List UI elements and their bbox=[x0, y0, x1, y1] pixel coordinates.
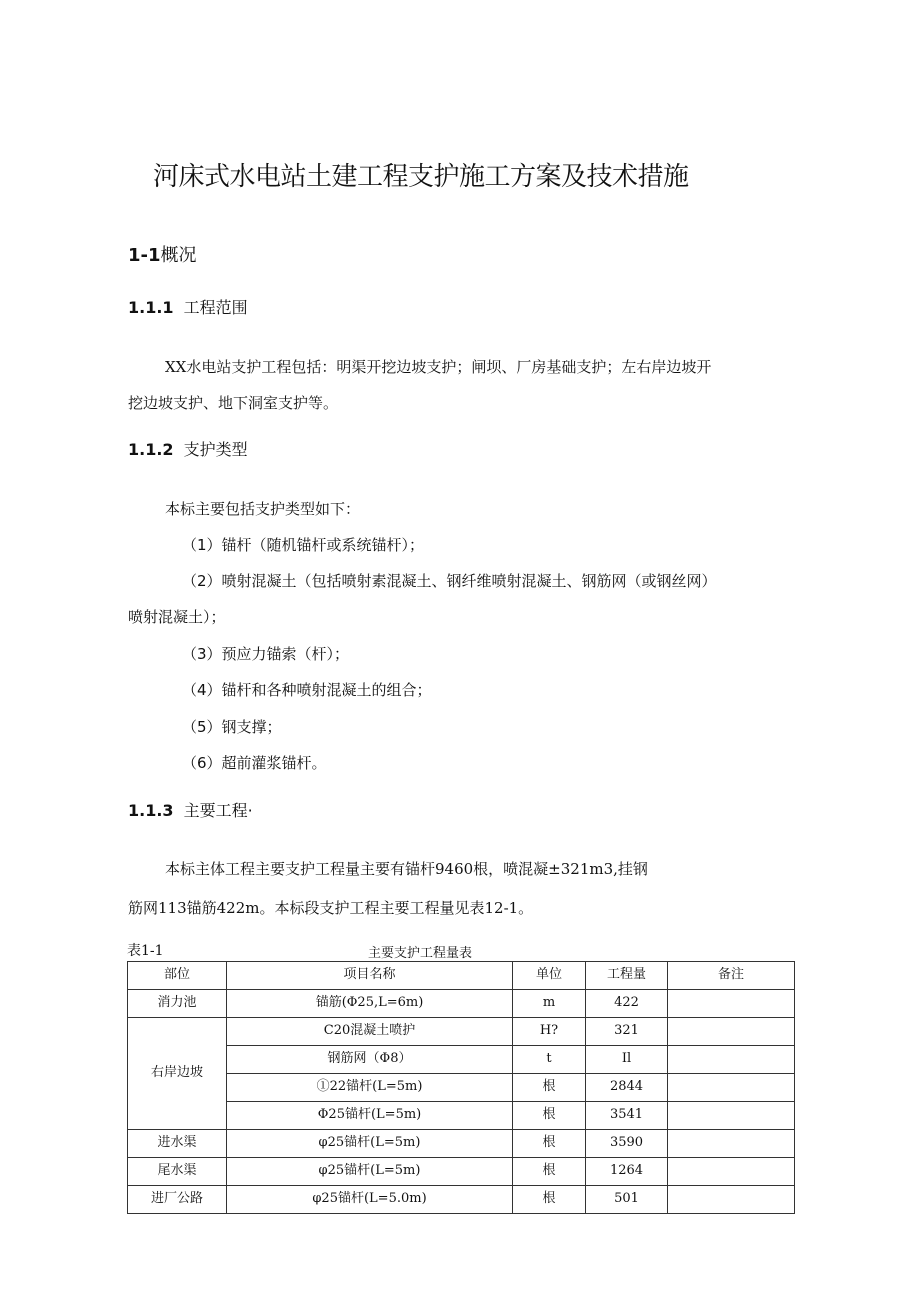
cell-part: 右岸边坡 bbox=[128, 1018, 227, 1130]
paragraph-works-line-2: 筋网113锚筋422m。本标段支护工程主要工程量见表12-1。 bbox=[128, 899, 534, 917]
list-item bbox=[182, 679, 432, 700]
list-item-number: （5） bbox=[182, 718, 222, 736]
cell-item: C20混凝土喷护 bbox=[227, 1018, 513, 1046]
list-item-number: （3） bbox=[182, 645, 222, 663]
cell-unit: 根 bbox=[513, 1186, 586, 1214]
list-item-text: 锚杆（随机锚杆或系统锚杆）； bbox=[221, 536, 425, 554]
cell-part: 尾水渠 bbox=[128, 1158, 227, 1186]
cell-note bbox=[668, 1130, 795, 1158]
header-unit: 单位 bbox=[513, 962, 586, 990]
table-row bbox=[128, 990, 795, 1018]
list-item bbox=[182, 716, 282, 737]
cell-item: φ25锚杆(L=5.0m) bbox=[227, 1186, 513, 1214]
cell-item: φ25锚杆(L=5m) bbox=[227, 1158, 513, 1186]
subsection-title: 支护类型 bbox=[183, 440, 248, 459]
cell-note bbox=[668, 1074, 795, 1102]
section-title: 概况 bbox=[160, 245, 197, 266]
table-row bbox=[128, 1158, 795, 1186]
cell-item: 钢筋网（Φ8） bbox=[227, 1046, 513, 1074]
section-heading-1-1 bbox=[128, 241, 197, 267]
paragraph-works-line-1: 本标主体工程主要支护工程量主要有锚杆9460根，喷混凝±321m3,挂钢 bbox=[165, 860, 648, 878]
cell-unit: 根 bbox=[513, 1158, 586, 1186]
list-item-continuation bbox=[128, 606, 226, 627]
list-item-number: （4） bbox=[182, 681, 222, 699]
cell-unit: 根 bbox=[513, 1130, 586, 1158]
list-item-text: 超前灌浆锚杆。 bbox=[221, 754, 327, 772]
subsection-heading-1-1-2 bbox=[128, 437, 248, 460]
cell-unit: m bbox=[513, 990, 586, 1018]
list-item-text: 喷射混凝土）； bbox=[128, 608, 226, 626]
cell-quantity: 3590 bbox=[586, 1130, 668, 1158]
cell-item: φ25锚杆(L=5m) bbox=[227, 1130, 513, 1158]
cell-unit: H? bbox=[513, 1018, 586, 1046]
subsection-title: 主要工程· bbox=[183, 801, 253, 820]
cell-part: 消力池 bbox=[128, 990, 227, 1018]
table-header-row bbox=[128, 962, 795, 990]
cell-note bbox=[668, 1046, 795, 1074]
cell-note bbox=[668, 990, 795, 1018]
subsection-number: 1.1.1 bbox=[128, 298, 174, 317]
table-caption: 主要支护工程量表 bbox=[368, 946, 473, 961]
subsection-number: 1.1.2 bbox=[128, 440, 174, 459]
table-row bbox=[128, 1186, 795, 1214]
header-part: 部位 bbox=[128, 962, 227, 990]
list-item-text: 喷射混凝土（包括喷射素混凝土、钢纤维喷射混凝土、钢筋网（或钢丝网） bbox=[221, 572, 717, 590]
cell-note bbox=[668, 1158, 795, 1186]
list-item bbox=[182, 643, 349, 664]
list-item-text: 锚杆和各种喷射混凝土的组合； bbox=[221, 681, 432, 699]
table-row bbox=[128, 1130, 795, 1158]
section-number: 1-1 bbox=[128, 245, 161, 266]
table-row bbox=[128, 1102, 795, 1130]
table-row bbox=[128, 1074, 795, 1102]
cell-quantity: 1264 bbox=[586, 1158, 668, 1186]
cell-unit: t bbox=[513, 1046, 586, 1074]
cell-note bbox=[668, 1018, 795, 1046]
paragraph-scope-line-2: 挖边坡支护、地下洞室支护等。 bbox=[128, 394, 339, 412]
list-item bbox=[182, 752, 327, 773]
cell-unit: 根 bbox=[513, 1102, 586, 1130]
cell-quantity: Il bbox=[586, 1046, 668, 1074]
list-item bbox=[182, 534, 424, 555]
cell-quantity: 3541 bbox=[586, 1102, 668, 1130]
cell-item: Φ25锚杆(L=5m) bbox=[227, 1102, 513, 1130]
list-item-number: （1） bbox=[182, 536, 222, 554]
cell-quantity: 501 bbox=[586, 1186, 668, 1214]
subsection-heading-1-1-3 bbox=[128, 798, 253, 821]
cell-unit: 根 bbox=[513, 1074, 586, 1102]
table-row bbox=[128, 1018, 795, 1046]
cell-part: 进厂公路 bbox=[128, 1186, 227, 1214]
subsection-number: 1.1.3 bbox=[128, 801, 174, 820]
subsection-heading-1-1-1 bbox=[128, 295, 248, 318]
document-title: 河床式水电站土建工程支护施工方案及技术措施 bbox=[153, 162, 689, 192]
cell-item: 锚筋(Φ25,L=6m) bbox=[227, 990, 513, 1018]
cell-quantity: 321 bbox=[586, 1018, 668, 1046]
cell-note bbox=[668, 1102, 795, 1130]
cell-note bbox=[668, 1186, 795, 1214]
list-item-text: 预应力锚索（杆）； bbox=[221, 645, 350, 663]
types-intro: 本标主要包括支护类型如下： bbox=[165, 500, 361, 518]
support-quantity-table bbox=[127, 961, 795, 1214]
header-item: 项目名称 bbox=[227, 962, 513, 990]
cell-quantity: 2844 bbox=[586, 1074, 668, 1102]
list-item-text: 钢支撑； bbox=[221, 718, 282, 736]
list-item-number: （6） bbox=[182, 754, 222, 772]
table-label: 表1-1 bbox=[127, 943, 164, 959]
list-item-number: （2） bbox=[182, 572, 222, 590]
header-quantity: 工程量 bbox=[586, 962, 668, 990]
cell-part: 进水渠 bbox=[128, 1130, 227, 1158]
header-note: 备注 bbox=[668, 962, 795, 990]
subsection-title: 工程范围 bbox=[183, 298, 248, 317]
cell-item: ①22锚杆(L=5m) bbox=[227, 1074, 513, 1102]
table-row bbox=[128, 1046, 795, 1074]
list-item bbox=[182, 570, 717, 591]
cell-quantity: 422 bbox=[586, 990, 668, 1018]
paragraph-scope-line-1: XX水电站支护工程包括：明渠开挖边坡支护；闸坝、厂房基础支护；左右岸边坡开 bbox=[165, 358, 712, 376]
